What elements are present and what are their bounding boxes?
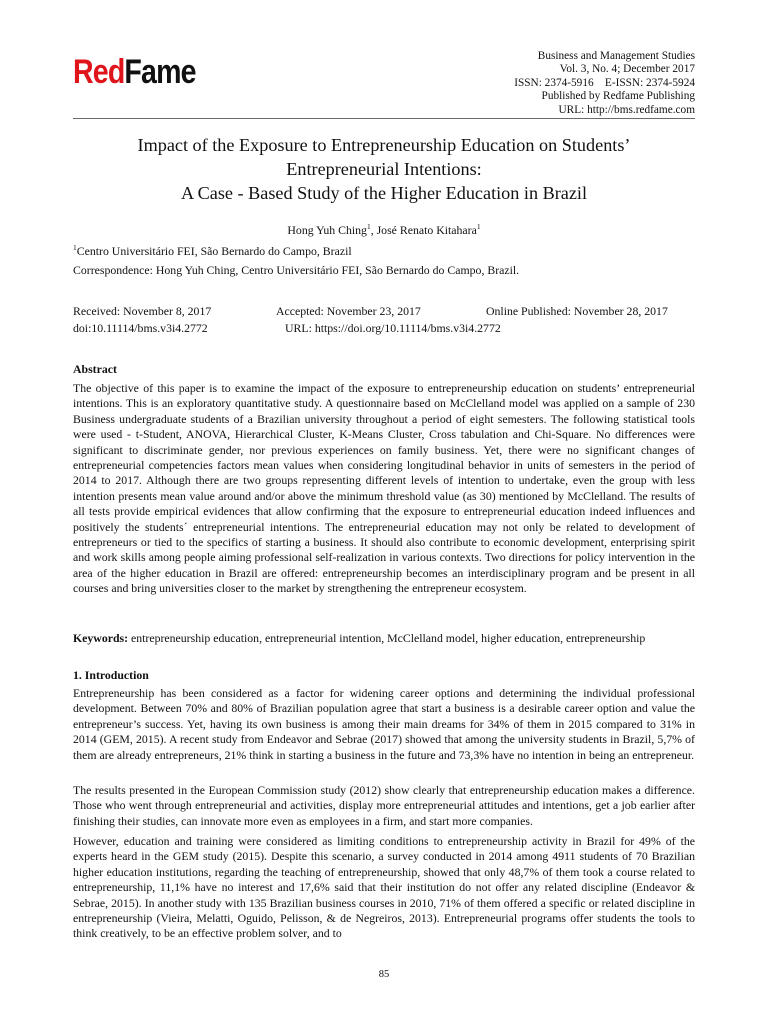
logo-red-part: Red: [73, 53, 125, 91]
affiliation: [73, 240, 352, 259]
logo-black-part: Fame: [124, 53, 196, 91]
journal-url: URL: http://bms.redfame.com: [558, 103, 695, 116]
author-2-mark: 1: [476, 222, 481, 231]
keywords-text: entrepreneurship education, entrepreneurial intention, McClelland model, higher education, entrepreneurship: [128, 631, 646, 645]
accepted-date: Accepted: November 23, 2017: [276, 304, 421, 318]
publisher-logo: [73, 52, 196, 92]
abstract-heading: Abstract: [73, 362, 117, 376]
page-number: 85: [378, 969, 390, 980]
keywords-label: Keywords:: [73, 631, 129, 645]
author-1-mark: 1: [366, 222, 371, 231]
doi-url: URL: https://doi.org/10.11114/bms.v3i4.2772: [285, 321, 501, 335]
journal-info: [375, 50, 695, 117]
title-line-1: Impact of the Exposure to Entrepreneurship Education on Students’: [137, 135, 631, 155]
introduction-paragraph-2: The results presented in the European Commission study (2012) show clearly that entrepreneurship education makes a difference. Those who went through entrepreneurial and activities, display more entrepreneurial attitudes and intentions, get a job earlier after finishing their studies, can innovate more even as employees in a firm, and start more companies.: [73, 783, 695, 828]
journal-volume: Vol. 3, No. 4; December 2017: [559, 63, 695, 76]
title-line-3: A Case - Based Study of the Higher Education in Brazil: [180, 183, 588, 203]
introduction-paragraph-1: Entrepreneurship has been considered as a factor for widening career options and determining the individual professional development. Between 70% and 80% of Brazilian population agree that start a business is a desirable career option and value the entrepreneur’s success. Yet, having its own business is among their main dreams for 34% of them in 2015 compared to 31% in 2014 (GEM, 2015). A recent study from Endeavor and Sebrae (2017) showed that among the university students in Brazil, 5,7% of them are already entrepreneurs, 21% think in starting a business in the future and 73,3% have no intention in being an entrepreneur.: [73, 686, 695, 762]
received-date: Received: November 8, 2017: [73, 304, 212, 318]
doi: doi:10.11114/bms.v3i4.2772: [73, 321, 208, 335]
introduction-heading: 1. Introduction: [73, 668, 149, 682]
author-2: José Renato Kitahara: [376, 222, 477, 237]
published-date: Online Published: November 28, 2017: [486, 304, 668, 318]
affiliation-text: Centro Universitário FEI, São Bernardo do Campo, Brazil: [76, 243, 352, 258]
keywords: [73, 631, 695, 646]
journal-issn: ISSN: 2374-5916 E-ISSN: 2374-5924: [514, 76, 695, 89]
header-divider: [73, 118, 695, 119]
author-separator: ,: [370, 222, 377, 237]
abstract-text: The objective of this paper is to examine the impact of the exposure to entrepreneurship education on students’ entrepreneurial intentions. This is an exploratory quantitative study. A questionnaire based on McClelland model was applied on a sample of 230 Business undergraduate students of a Brazilian university throughout a period of eight semesters. The following statistical tools were used - t-Student, ANOVA, Hierarchical Cluster, K-Means Cluster, Cross tabulation and Chi-Square. No differences were significant to discriminate gender, nor previous experiences on family business. Yet, there were no significant changes of entrepreneurial competencies factors mean values when considering longitudinal behavior in units of semesters in the period of 2014 to 2017. Although there are two groups representing different levels of intention to undertake, even the group with less intention presents mean value around and/or above the minimum threshold value (as 30) mentioned by McClelland. The results of all tests provide empirical evidences that allow confirming that the exposure to entrepreneurial education indeed influences and positively the students´ entrepreneurial intentions. The entrepreneurial education may not only be related to development of entrepreneurs or tied to the specifics of starting a business. It should also contribute to economic development, enterprising spirit and work skills among people aiming professional self-realization in various contexts. Two directions for policy intervention in the area of the higher education in Brazil are offered: entrepreneurship becomes an interdisciplinary program and be present in all courses and bring universities closer to the market by strengthening the entrepreneur ecosystem.: [73, 381, 695, 596]
author-1: Hong Yuh Ching: [287, 222, 367, 237]
journal-name: Business and Management Studies: [537, 50, 695, 62]
correspondence: Correspondence: Hong Yuh Ching, Centro Universitário FEI, São Bernardo do Campo, Brazil.: [73, 263, 520, 277]
affiliation-mark: 1: [73, 243, 77, 252]
journal-publisher: Published by Redfame Publishing: [541, 90, 695, 103]
author-list: [73, 219, 695, 238]
introduction-paragraph-3: However, education and training were considered as limiting conditions to entrepreneurship activity in Brazil for 49% of the experts heard in the GEM study (2015). Despite this scenario, a survey conducted in 2014 among 4911 students of 70 Brazilian higher education institutions, regarding the teaching of entrepreneurship, showed that only 48,7% of them took a course related to entrepreneurship, 11,1% have no interest and 17,6% said that their institution do not offer any related discipline (Endeavor & Sebrae, 2015). In another study with 135 Brazilian business courses in 2010, 71% of them offered a specific or related discipline in entrepreneurship (Vieira, Melatti, Oguido, Pelisson, & de Negreiros, 2013). Entrepreneurial programs offer students the tools to think creatively, to be an effective problem solver, and to: [73, 834, 695, 941]
title-line-2: Entrepreneurial Intentions:: [286, 159, 482, 179]
paper-title: [73, 133, 695, 205]
